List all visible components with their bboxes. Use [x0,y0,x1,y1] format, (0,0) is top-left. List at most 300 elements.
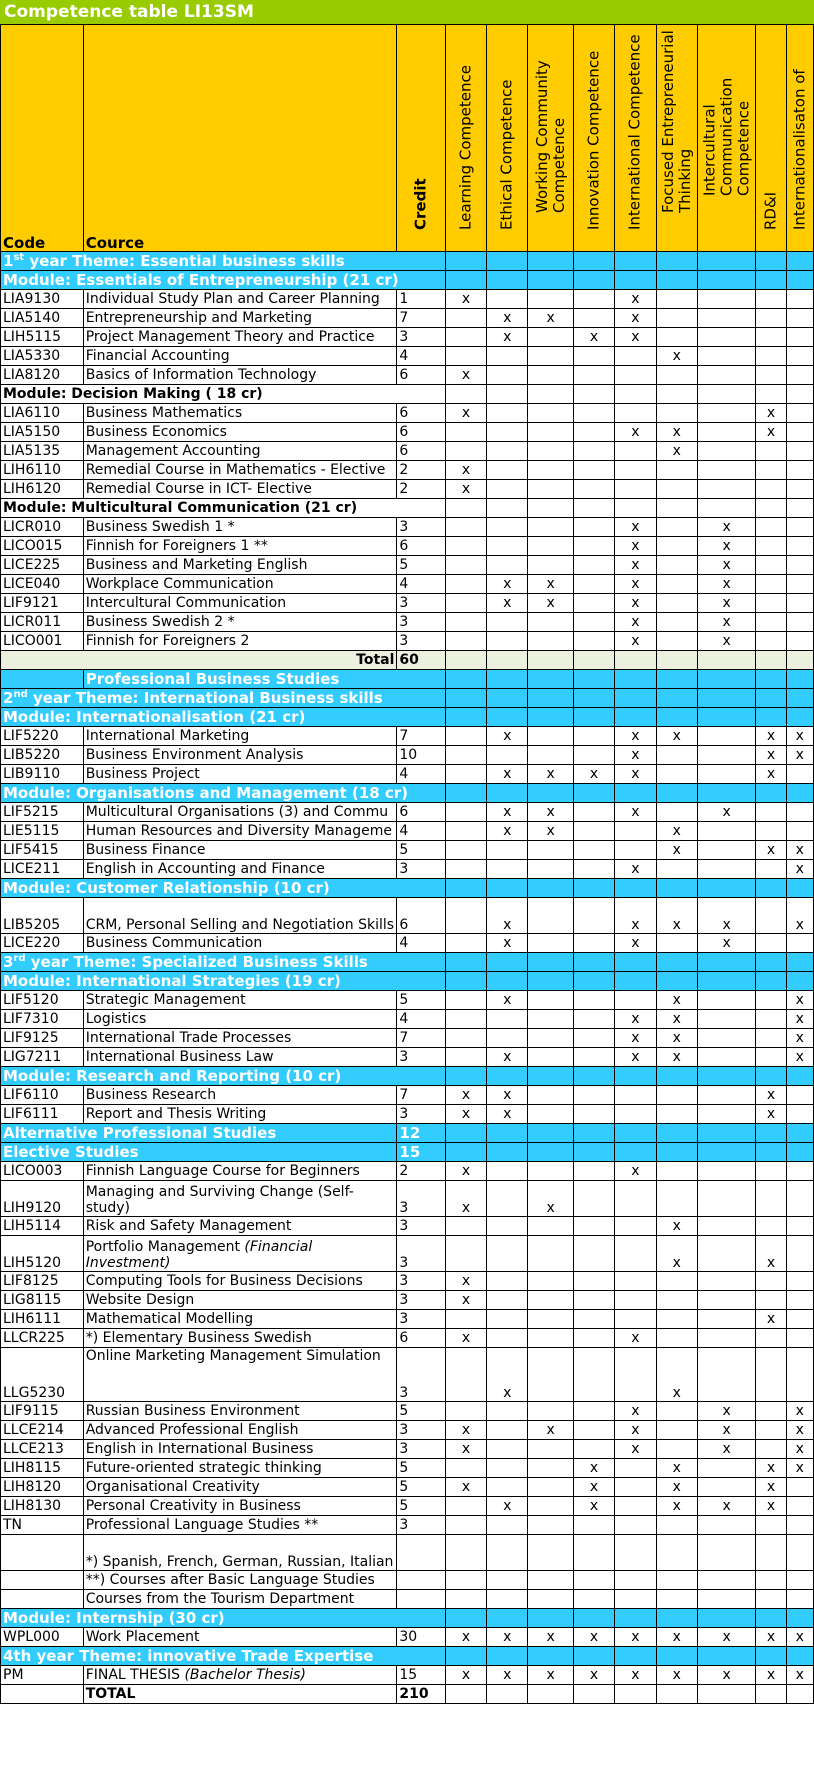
course-row [1,1329,814,1348]
table-cell [656,689,697,708]
competence-mark: x [445,1666,486,1685]
competence-mark [615,480,656,499]
table-cell [697,708,756,727]
competence-mark [615,1516,656,1535]
competence-mark [528,461,573,480]
table-cell [487,784,528,803]
credit-cell: 5 [397,1478,445,1497]
section-row [1,1067,814,1086]
competence-mark [487,841,528,860]
course-code: LIF9121 [1,594,84,613]
total-value: 210 [397,1685,445,1704]
course-name: Intercultural Communication [83,594,397,613]
competence-mark: x [573,1497,614,1516]
course-name: Business Finance [83,841,397,860]
competence-mark [756,632,786,651]
competence-mark [487,1217,528,1236]
table-cell [615,689,656,708]
section-label: Alternative Professional Studies [1,1124,397,1143]
table-cell [487,252,528,271]
competence-mark [528,1590,573,1609]
competence-mark [697,1590,756,1609]
course-row [1,442,814,461]
credit-cell: 2 [397,480,445,499]
credit-cell: 5 [397,556,445,575]
table-cell [487,1685,528,1704]
course-row [1,991,814,1010]
competence-mark [445,1236,486,1272]
course-name: Business Swedish 2 * [83,613,397,632]
competence-mark [697,309,756,328]
competence-mark [528,1236,573,1272]
competence-mark: x [786,991,813,1010]
competence-mark: x [528,765,573,784]
competence-mark [528,991,573,1010]
competence-mark [615,1310,656,1329]
competence-mark [656,613,697,632]
table-cell [786,1609,813,1628]
competence-mark [615,1217,656,1236]
course-name: English in International Business [83,1440,397,1459]
competence-mark [615,347,656,366]
competence-mark [656,1310,697,1329]
competence-mark [445,556,486,575]
competence-mark [615,1291,656,1310]
credit-header: Credit [397,25,445,252]
competence-mark [445,632,486,651]
competence-mark: x [615,1010,656,1029]
competence-mark: x [487,309,528,328]
table-cell [786,651,813,670]
competence-mark: x [487,1048,528,1067]
table-cell [656,385,697,404]
competence-mark [528,366,573,385]
course-code: LIG8115 [1,1291,84,1310]
credit-cell: 3 [397,1516,445,1535]
course-code: LIF9125 [1,1029,84,1048]
competence-mark [528,1217,573,1236]
competence-mark [528,934,573,953]
competence-mark: x [697,556,756,575]
competence-mark [528,613,573,632]
competence-header: Working Community Competence [528,25,573,252]
credit-cell: 5 [397,991,445,1010]
competence-mark [786,537,813,556]
competence-mark [573,1571,614,1590]
competence-mark [445,991,486,1010]
table-cell [656,953,697,972]
competence-mark [615,841,656,860]
course-code: LIH6120 [1,480,84,499]
competence-mark [786,575,813,594]
competence-mark [445,934,486,953]
total-label: Total [1,651,397,670]
competence-mark [487,1459,528,1478]
competence-mark [756,556,786,575]
credit-cell: 6 [397,404,445,423]
competence-header: Innovation Competence [573,25,614,252]
credit-cell: 7 [397,1086,445,1105]
competence-mark: x [487,1105,528,1124]
competence-mark [573,404,614,423]
table-cell [528,499,573,518]
table-cell [615,271,656,290]
competence-mark: x [697,594,756,613]
course-row [1,1029,814,1048]
competence-mark [573,841,614,860]
credit-cell: 10 [397,746,445,765]
competence-mark [573,480,614,499]
competence-mark: x [786,1402,813,1421]
competence-mark [445,822,486,841]
competence-mark [573,1236,614,1272]
course-name: Business Project [83,765,397,784]
competence-mark: x [756,727,786,746]
competence-mark [786,1535,813,1571]
competence-mark: x [487,991,528,1010]
competence-mark [756,518,786,537]
competence-mark [697,1535,756,1571]
competence-mark [445,347,486,366]
course-name: *) Spanish, French, German, Russian, Italian [83,1535,397,1571]
competence-mark [756,1535,786,1571]
competence-mark: x [656,1666,697,1685]
competence-mark [756,1181,786,1217]
competence-mark: x [697,575,756,594]
competence-mark [445,1590,486,1609]
competence-mark [656,803,697,822]
course-code: LIA9130 [1,290,84,309]
course-row [1,290,814,309]
course-name: Project Management Theory and Practice [83,328,397,347]
competence-mark [786,1236,813,1272]
section-label: Module: Organisations and Management (18 cr) [1,784,446,803]
table-cell [487,953,528,972]
table-cell [528,670,573,689]
competence-mark [573,518,614,537]
course-code: LLCE214 [1,1421,84,1440]
credit-cell: 6 [397,1329,445,1348]
competence-mark [786,765,813,784]
course-code: LIA6110 [1,404,84,423]
competence-mark [487,518,528,537]
table-cell [487,708,528,727]
table-cell [445,385,486,404]
table-cell [786,972,813,991]
course-code: LICO001 [1,632,84,651]
course-code: LICE040 [1,575,84,594]
competence-mark: x [615,765,656,784]
competence-mark: x [615,575,656,594]
competence-mark [615,1535,656,1571]
course-name: Advanced Professional English [83,1421,397,1440]
table-cell [697,1647,756,1666]
competence-mark: x [786,1666,813,1685]
course-row [1,746,814,765]
competence-mark [786,290,813,309]
course-name: Finnish for Foreigners 1 ** [83,537,397,556]
module-row [1,499,814,518]
course-row [1,1310,814,1329]
competence-mark [573,290,614,309]
competence-mark [528,1010,573,1029]
competence-mark [615,1459,656,1478]
course-code: LIF7310 [1,1010,84,1029]
competence-mark [528,328,573,347]
competence-mark [786,1571,813,1590]
table-cell [697,1067,756,1086]
competence-mark [487,480,528,499]
competence-mark [528,1440,573,1459]
competence-mark [487,442,528,461]
credit-cell: 4 [397,822,445,841]
competence-mark: x [697,1497,756,1516]
course-code: LICR010 [1,518,84,537]
competence-mark [528,1329,573,1348]
table-cell [528,1685,573,1704]
competence-mark [786,1291,813,1310]
credit-cell: 5 [397,1402,445,1421]
competence-mark [528,860,573,879]
competence-mark [487,556,528,575]
table-cell [786,1647,813,1666]
competence-mark [528,1478,573,1497]
credit-cell: 3 [397,518,445,537]
competence-mark: x [656,442,697,461]
competence-mark [656,934,697,953]
table-cell [786,784,813,803]
competence-mark [697,1105,756,1124]
credit-cell [397,1590,445,1609]
competence-mark: x [487,765,528,784]
table-cell [756,689,786,708]
competence-mark [528,1459,573,1478]
table-cell [756,499,786,518]
course-code: LIF6110 [1,1086,84,1105]
credit-cell: 4 [397,347,445,366]
course-row [1,860,814,879]
competence-mark: x [697,632,756,651]
competence-mark [615,1348,656,1402]
competence-mark: x [487,822,528,841]
course-code: LIA8120 [1,366,84,385]
competence-mark [487,1421,528,1440]
credit-cell: 3 [397,1272,445,1291]
competence-mark: x [656,1010,697,1029]
table-cell [615,1685,656,1704]
course-code: LLCR225 [1,1329,84,1348]
table-cell [697,972,756,991]
competence-mark [573,1516,614,1535]
table-cell [656,499,697,518]
competence-mark: x [786,898,813,934]
table-cell [528,784,573,803]
competence-mark [487,1236,528,1272]
table-cell [573,708,614,727]
table-cell [573,1067,614,1086]
course-code: LIF5120 [1,991,84,1010]
course-code: LIH9120 [1,1181,84,1217]
competence-mark [786,1348,813,1402]
competence-mark [528,1105,573,1124]
course-code: LIF5415 [1,841,84,860]
competence-mark [487,461,528,480]
competence-mark: x [786,727,813,746]
competence-mark [445,442,486,461]
competence-header: Ethical Competence [487,25,528,252]
course-row [1,328,814,347]
competence-mark [656,632,697,651]
course-code [1,1571,84,1590]
competence-mark [573,1105,614,1124]
table-cell [487,499,528,518]
table-cell [573,1685,614,1704]
competence-mark [487,613,528,632]
competence-mark [528,442,573,461]
section-label: 4th year Theme: innovative Trade Expertise [1,1647,446,1666]
credit-cell: 12 [397,1124,445,1143]
course-code: LIA5140 [1,309,84,328]
course-row [1,1291,814,1310]
course-row [1,309,814,328]
competence-mark [573,423,614,442]
competence-mark [756,1272,786,1291]
table-cell [656,670,697,689]
competence-mark [756,1329,786,1348]
competence-mark [786,347,813,366]
competence-mark [487,1029,528,1048]
competence-mark [487,1010,528,1029]
table-cell [445,708,486,727]
competence-mark [528,480,573,499]
credit-cell: 7 [397,727,445,746]
competence-mark: x [528,309,573,328]
table-cell [573,879,614,898]
course-name: Report and Thesis Writing [83,1105,397,1124]
competence-mark: x [697,1402,756,1421]
course-code: LICE225 [1,556,84,575]
table-cell [615,1143,656,1162]
table-cell [786,252,813,271]
course-name: Russian Business Environment [83,1402,397,1421]
competence-mark [573,1162,614,1181]
course-row [1,1272,814,1291]
competence-mark: x [615,1421,656,1440]
competence-mark [786,1478,813,1497]
competence-mark: x [697,613,756,632]
competence-mark [445,898,486,934]
theme-row [1,689,814,708]
competence-mark: x [445,480,486,499]
competence-mark [615,1497,656,1516]
competence-mark: x [528,1628,573,1647]
table-cell [656,1647,697,1666]
module-label: Module: Decision Making ( 18 cr) [1,385,446,404]
course-code: LIA5330 [1,347,84,366]
table-cell [615,708,656,727]
course-code: LIF6111 [1,1105,84,1124]
competence-mark [528,1535,573,1571]
course-row [1,1402,814,1421]
competence-mark [573,366,614,385]
competence-mark [697,366,756,385]
competence-mark [573,803,614,822]
table-cell [697,1685,756,1704]
competence-mark: x [756,1478,786,1497]
table-cell [756,1685,786,1704]
competence-mark [487,1402,528,1421]
competence-mark: x [615,1029,656,1048]
section-row [1,784,814,803]
competence-mark: x [528,1181,573,1217]
course-row [1,347,814,366]
competence-mark [697,1329,756,1348]
course-name: Basics of Information Technology [83,366,397,385]
competence-mark [445,1348,486,1402]
course-name: Remedial Course in ICT- Elective [83,480,397,499]
section-row [1,879,814,898]
table-cell [697,689,756,708]
course-row [1,556,814,575]
course-row [1,366,814,385]
competence-mark [786,328,813,347]
credit-cell: 3 [397,1217,445,1236]
competence-mark [487,404,528,423]
competence-mark [656,366,697,385]
competence-mark: x [615,803,656,822]
table-cell [487,879,528,898]
competence-mark: x [615,613,656,632]
competence-mark [786,556,813,575]
competence-mark [528,898,573,934]
competence-mark [756,328,786,347]
competence-mark [573,860,614,879]
competence-mark: x [697,1421,756,1440]
competence-header: Focused Entrepreneurial Thinking [656,25,697,252]
competence-mark: x [615,632,656,651]
table-cell [615,1124,656,1143]
competence-mark: x [487,328,528,347]
table-cell [445,1647,486,1666]
competence-mark: x [656,898,697,934]
competence-mark [756,1010,786,1029]
competence-mark [445,1310,486,1329]
competence-mark [656,480,697,499]
competence-mark [756,613,786,632]
competence-mark [786,480,813,499]
competence-mark [615,442,656,461]
competence-mark [615,1272,656,1291]
credit-cell: 5 [397,1459,445,1478]
competence-mark [786,1310,813,1329]
course-row [1,934,814,953]
competence-mark: x [697,1628,756,1647]
competence-mark [573,934,614,953]
section-row [1,1647,814,1666]
table-cell [656,1067,697,1086]
competence-mark: x [786,1628,813,1647]
competence-mark: x [697,537,756,556]
competence-mark [697,461,756,480]
table-cell [756,1609,786,1628]
competence-mark [528,556,573,575]
module-label: Module: Multicultural Communication (21 cr) [1,499,446,518]
course-row [1,1459,814,1478]
credit-cell: 1 [397,290,445,309]
table-cell [528,1609,573,1628]
credit-cell: 3 [397,613,445,632]
table-cell [573,385,614,404]
